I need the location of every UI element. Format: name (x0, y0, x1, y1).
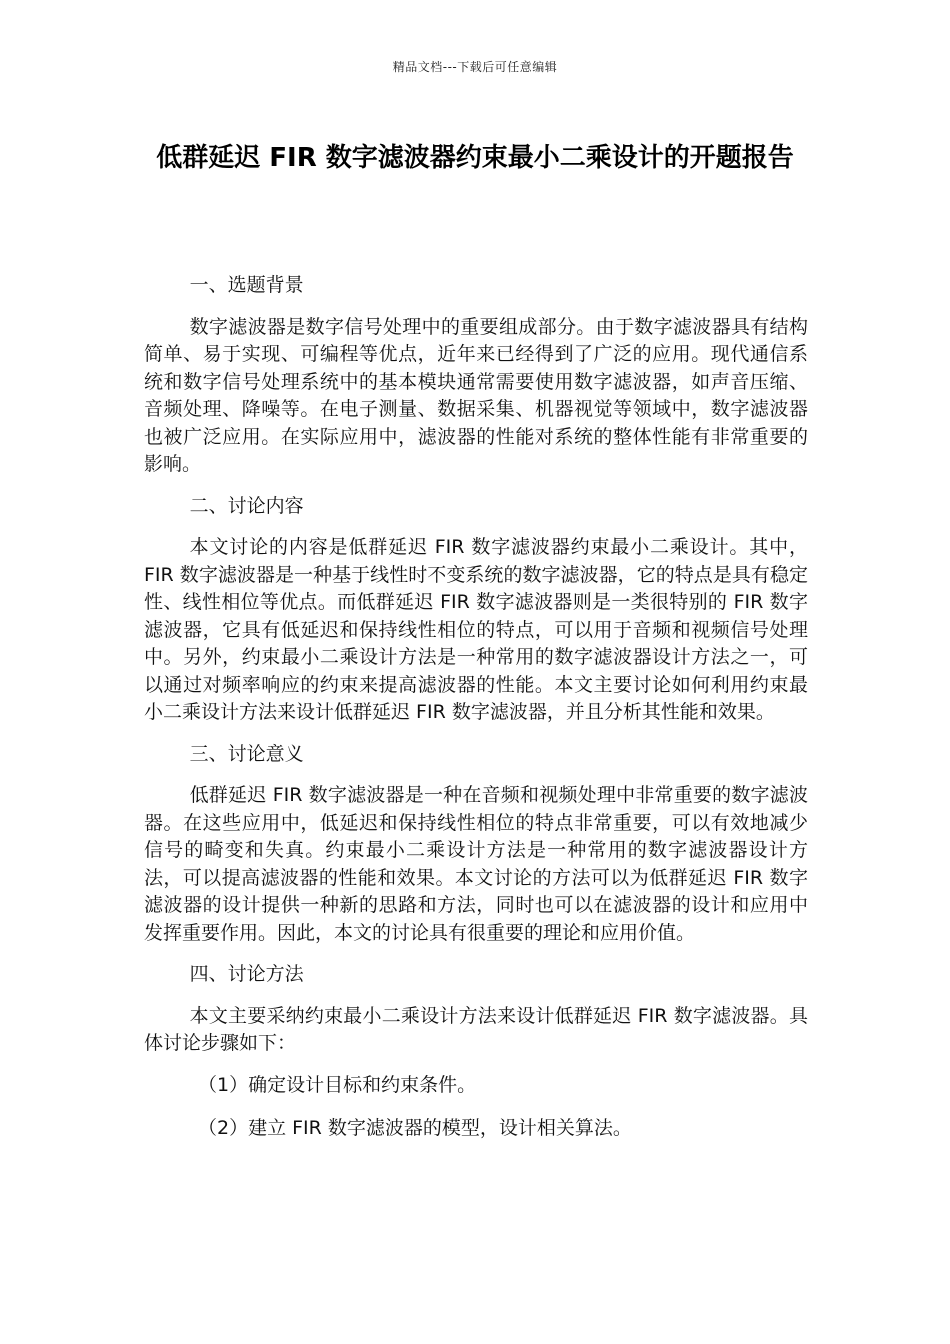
section-heading-content: 二、讨论内容 (189, 494, 304, 517)
method-step: （2）建立 FIR 数字滤波器的模型，设计相关算法。 (198, 1117, 632, 1139)
method-step: （1）确定设计目标和约束条件。 (198, 1073, 477, 1096)
section-paragraph-background: 数字滤波器是数字信号处理中的重要组成部分。由于数字滤波器具有结构简单、易于实现、可编程等优点，近年来已经得到了广泛的应用。现代通信系统和数字信号处理系统中的基本模块通常需要使用数字滤波器，如声音压缩、音频处理、降噪等。在电子测量、数据采集、机器视觉等领域中，数字滤波器也被广泛应用。在实际应用中，滤波器的性能对系统的整体性能有非常重要的影响。 (144, 315, 808, 475)
document-body (144, 272, 808, 1157)
header-note: 精品文档---下载后可任意编辑 (392, 60, 558, 74)
section-paragraph-significance: 低群延迟 FIR 数字滤波器是一种在音频和视频处理中非常重要的数字滤波器。在这些应用中，低延迟和保持线性相位的特点非常重要，可以有效地减少信号的畸变和失真。约束最小二乘设计方法是一种常用的数字滤波器设计方法，可以提高滤波器的性能和效果。本文讨论的方法可以为低群延迟 FIR 数字滤波器的设计提供一种新的思路和方法，同时也可以在滤波器的设计和应用中发挥重要作用。因此，本文的讨论具有很重要的理论和应用价值。 (144, 784, 808, 944)
section-paragraph-method: 本文主要采纳约束最小二乘设计方法来设计低群延迟 FIR 数字滤波器。具体讨论步骤如下： (144, 1004, 808, 1054)
document-title: 低群延迟 FIR 数字滤波器约束最小二乘设计的开题报告 (156, 143, 794, 173)
section-paragraph-content: 本文讨论的内容是低群延迟 FIR 数字滤波器约束最小二乘设计。其中，FIR 数字滤波器是一种基于线性时不变系统的数字滤波器，它的特点是具有稳定性、线性相位等优点。而低群延迟 FIR 数字滤波器则是一类很特别的 FIR 数字滤波器，它具有低延迟和保持线性相位的特点，可以用于音频和视频信号处理中。另外，约束最小二乘设计方法是一种常用的数字滤波器设计方法之一，可以通过对频率响应的约束来提高滤波器的性能。本文主要讨论如何利用约束最小二乘设计方法来设计低群延迟 FIR 数字滤波器，并且分析其性能和效果。 (144, 536, 808, 723)
section-heading-background: 一、选题背景 (189, 274, 304, 296)
section-heading-significance: 三、讨论意义 (189, 742, 304, 765)
section-heading-method: 四、讨论方法 (189, 963, 304, 985)
